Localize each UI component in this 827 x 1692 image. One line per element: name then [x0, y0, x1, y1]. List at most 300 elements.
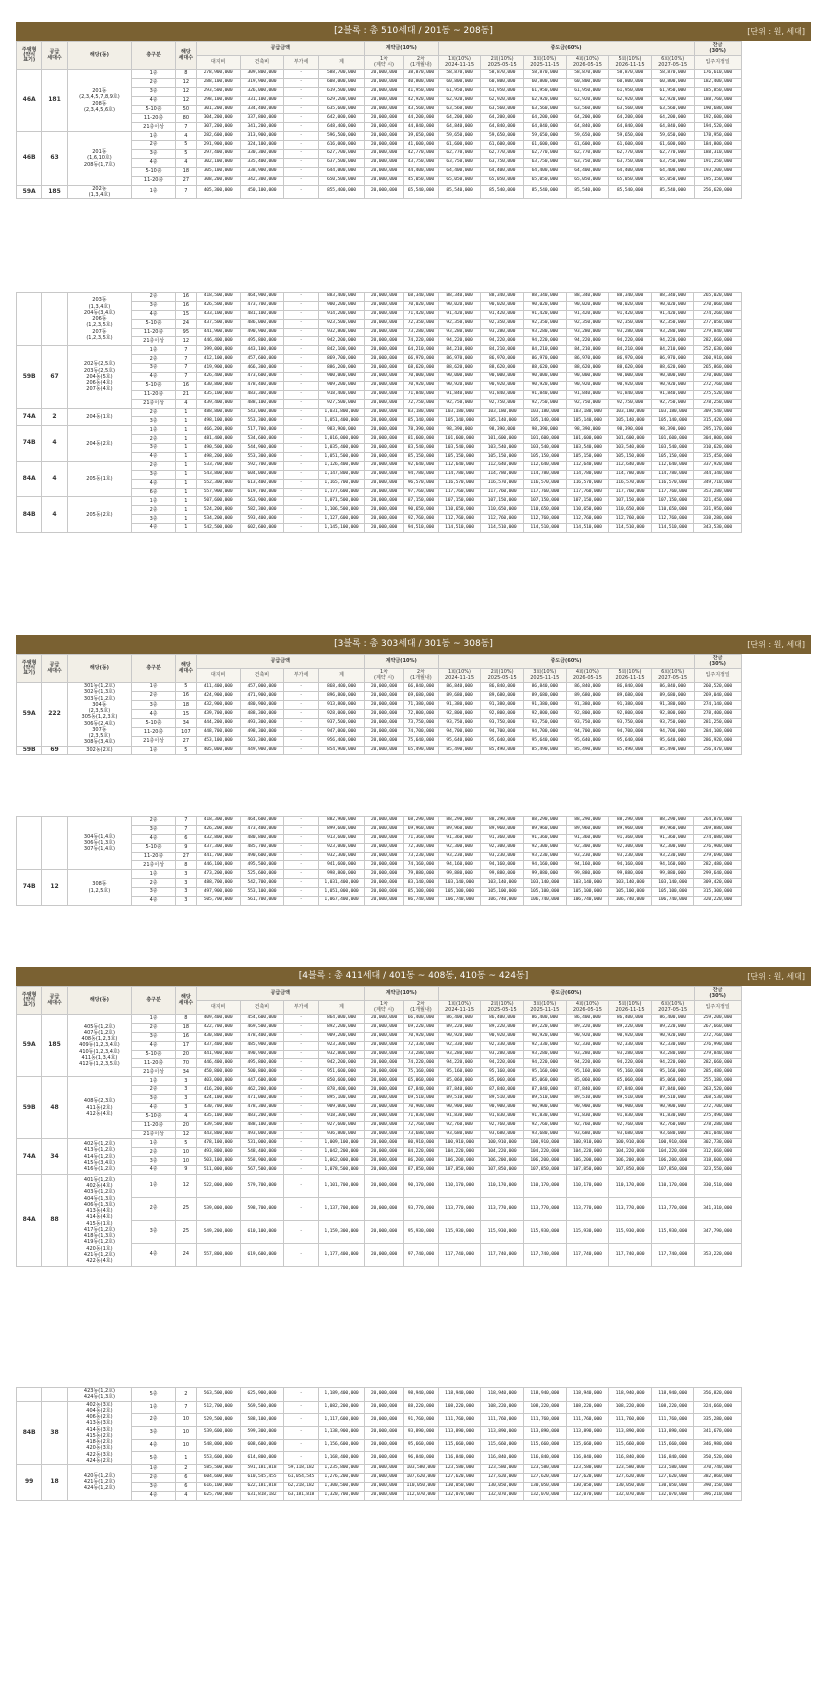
contract-2: 43,750,000	[404, 158, 439, 167]
unit-count: 10	[175, 1148, 196, 1157]
middle-6: 93,280,000	[651, 1050, 694, 1059]
table-row	[17, 123, 811, 132]
building-price: 592,700,000	[240, 461, 284, 470]
supply-count: 185	[42, 185, 67, 199]
contract-1: 20,000,000	[364, 78, 403, 87]
middle-5: 93,680,000	[609, 1130, 652, 1139]
middle-1: 94,700,000	[438, 728, 481, 737]
vat: -	[284, 158, 319, 167]
table-row	[17, 1068, 811, 1077]
contract-2: 94,780,000	[404, 470, 439, 479]
total-price: 937,500,000	[318, 719, 364, 728]
table-row	[17, 105, 811, 114]
contract-2: 71,830,000	[404, 1112, 439, 1121]
floor: 5-10층	[132, 319, 176, 328]
floor: 6층	[132, 488, 176, 497]
total-price: 627,700,000	[318, 150, 364, 159]
contract-1: 20,000,000	[364, 399, 403, 408]
land-price: 625,700,000	[196, 1491, 240, 1500]
unit-count: 1	[176, 417, 197, 426]
middle-6: 94,220,000	[651, 337, 694, 346]
land-price: 448,700,000	[196, 728, 240, 737]
middle-1: 64,400,000	[438, 167, 481, 176]
contract-1: 20,000,000	[364, 701, 403, 710]
vat: -	[284, 328, 319, 337]
dong-list: 308동 (1,2,5호)	[67, 870, 132, 906]
middle-4: 90,900,000	[566, 1103, 609, 1112]
header-middle-6: 6회(10%) 2027-05-15	[651, 669, 694, 683]
middle-5: 105,100,000	[609, 888, 652, 897]
vat: -	[284, 1050, 319, 1059]
building-price: 503,300,000	[240, 737, 284, 746]
middle-1: 89,680,000	[438, 692, 481, 701]
total-price: 1,082,200,000	[318, 1401, 364, 1414]
middle-5: 59,650,000	[609, 132, 652, 141]
balance: 272,760,000	[694, 381, 741, 390]
middle-4: 94,160,000	[566, 861, 609, 870]
middle-1: 93,280,000	[438, 1050, 481, 1059]
middle-1: 91,420,000	[438, 310, 481, 319]
contract-2: 83,140,000	[404, 879, 439, 888]
floor: 2층	[132, 817, 176, 826]
balance: 278,400,000	[694, 710, 741, 719]
contract-1: 20,000,000	[364, 1157, 403, 1166]
unit-count: 4	[175, 158, 196, 167]
middle-4: 90,020,000	[566, 301, 609, 310]
contract-1: 20,000,000	[364, 435, 403, 444]
header-middle-3: 3회(10%) 2025-11-15	[523, 669, 566, 683]
header-building: 건축비	[240, 1001, 284, 1015]
middle-5: 115,660,000	[609, 1439, 652, 1452]
middle-5: 93,230,000	[609, 852, 652, 861]
total-price: 923,300,000	[318, 1041, 364, 1050]
middle-5: 101,600,000	[609, 435, 652, 444]
contract-2: 72,300,000	[404, 843, 439, 852]
land-price: 308,200,000	[196, 176, 240, 185]
supply-count: 34	[42, 1139, 67, 1175]
contract-2: 74,220,000	[404, 1059, 439, 1068]
contract-2: 70,900,000	[404, 1103, 439, 1112]
vat: -	[284, 497, 319, 506]
contract-2: 65,540,000	[404, 185, 439, 199]
land-price: 507,600,000	[196, 497, 240, 506]
unit-count: 1	[176, 479, 197, 488]
contract-2: 41,950,000	[404, 87, 439, 96]
middle-3: 104,220,000	[523, 1148, 566, 1157]
table-row	[17, 1103, 811, 1112]
unit-count: 1	[176, 497, 197, 506]
contract-1: 20,000,000	[364, 1414, 403, 1427]
balance: 277,050,000	[694, 319, 741, 328]
middle-6: 88,340,000	[651, 293, 694, 302]
table-row	[17, 1086, 811, 1095]
middle-3: 105,100,000	[523, 888, 566, 897]
balance: 269,880,000	[694, 825, 741, 834]
land-price: 430,700,000	[196, 1103, 240, 1112]
building-price: 485,900,000	[240, 1041, 284, 1050]
floor: 2층	[132, 408, 176, 417]
contract-1: 20,000,000	[364, 1491, 403, 1500]
middle-4: 85,060,000	[566, 1077, 609, 1086]
contract-1: 20,000,000	[364, 879, 403, 888]
total-price: 1,127,600,000	[318, 515, 364, 524]
middle-6: 89,510,000	[651, 1095, 694, 1104]
contract-2: 97,760,000	[404, 488, 439, 497]
vat: -	[284, 1414, 319, 1427]
vat: 62,218,182	[284, 1482, 319, 1491]
balance: 347,790,000	[694, 1221, 741, 1244]
middle-5: 104,220,000	[609, 1148, 652, 1157]
contract-2: 110,050,000	[404, 1482, 439, 1491]
balance: 318,600,000	[694, 1157, 741, 1166]
contract-2: 72,750,000	[404, 399, 439, 408]
unit-count: 7	[176, 1401, 197, 1414]
balance: 185,850,000	[694, 87, 741, 96]
middle-3: 63,750,000	[523, 158, 566, 167]
middle-4: 123,580,000	[566, 1465, 609, 1474]
contract-2: 93,770,000	[404, 1198, 439, 1221]
middle-5: 95,160,000	[609, 1068, 652, 1077]
balance: 276,990,000	[694, 1041, 741, 1050]
middle-3: 93,280,000	[523, 328, 566, 337]
middle-4: 92,330,000	[566, 1041, 609, 1050]
middle-4: 88,290,000	[566, 817, 609, 826]
contract-2: 72,350,000	[404, 319, 439, 328]
land-price: 426,400,000	[196, 373, 240, 382]
balance: 309,420,000	[694, 879, 741, 888]
middle-5: 84,210,000	[609, 346, 652, 355]
total-price: 983,900,000	[318, 426, 364, 435]
contract-1: 20,000,000	[364, 1148, 403, 1157]
table-row	[17, 1032, 811, 1041]
floor: 1층	[132, 1175, 176, 1198]
middle-3: 95,640,000	[523, 737, 566, 746]
floor: 21층이상	[132, 399, 176, 408]
land-price: 293,500,000	[196, 87, 240, 96]
total-price: 1,300,500,000	[318, 1482, 364, 1491]
table-row	[17, 1244, 811, 1267]
middle-6: 104,220,000	[651, 1148, 694, 1157]
land-price: 443,800,000	[196, 1130, 240, 1139]
middle-4: 112,640,000	[566, 461, 609, 470]
middle-6: 90,920,000	[651, 1032, 694, 1041]
building-price: 602,600,000	[240, 524, 284, 533]
supply-count: 4	[42, 461, 67, 497]
floor: 4층	[132, 453, 176, 462]
supply-count: 222	[42, 683, 67, 747]
vat: -	[284, 1023, 319, 1032]
middle-2: 123,580,000	[481, 1465, 524, 1474]
unit-count: 34	[175, 1068, 196, 1077]
section-block	[16, 635, 811, 755]
building-price: 498,300,000	[240, 728, 284, 737]
land-price: 549,200,000	[196, 1221, 240, 1244]
unit-count: 12	[176, 337, 197, 346]
building-price: 447,600,000	[240, 1077, 284, 1086]
contract-2: 74,700,000	[404, 728, 439, 737]
middle-5: 58,870,000	[609, 70, 652, 79]
middle-1: 123,580,000	[438, 1465, 481, 1474]
floor: 2층	[132, 506, 176, 515]
table-row	[17, 381, 811, 390]
header-balance: 잔금 (30%)	[694, 987, 741, 1001]
unit-count: 5	[175, 150, 196, 159]
middle-3: 93,280,000	[523, 1050, 566, 1059]
middle-6: 105,150,000	[651, 453, 694, 462]
contract-1: 20,000,000	[364, 1015, 403, 1024]
contract-1: 20,000,000	[364, 158, 403, 167]
middle-3: 112,640,000	[523, 461, 566, 470]
total-price: 947,000,000	[318, 728, 364, 737]
middle-4: 130,050,000	[566, 1482, 609, 1491]
building-price: 553,300,000	[240, 417, 284, 426]
middle-4: 89,960,000	[566, 825, 609, 834]
table-row	[17, 1059, 811, 1068]
middle-4: 95,160,000	[566, 1068, 609, 1077]
supply-count: 18	[42, 1465, 67, 1501]
contract-1: 20,000,000	[364, 185, 403, 199]
contract-1: 20,000,000	[364, 1166, 403, 1175]
contract-2: 41,600,000	[404, 141, 439, 150]
floor: 11-20층	[132, 328, 176, 337]
middle-4: 98,390,000	[566, 426, 609, 435]
vat: -	[284, 337, 319, 346]
unit-count: 1	[176, 426, 197, 435]
middle-4: 89,220,000	[566, 1023, 609, 1032]
middle-5: 110,650,000	[609, 506, 652, 515]
vat: -	[284, 96, 319, 105]
contract-1: 20,000,000	[364, 834, 403, 843]
land-price: 432,800,000	[196, 834, 240, 843]
header-balance: 잔금 (30%)	[694, 42, 741, 56]
total-price: 596,500,000	[318, 132, 364, 141]
middle-5: 94,220,000	[609, 337, 652, 346]
middle-5: 116,570,000	[609, 479, 652, 488]
middle-6: 88,620,000	[651, 364, 694, 373]
price-table-continued	[16, 292, 811, 533]
floor: 4층	[132, 1041, 176, 1050]
balance: 285,480,000	[694, 1068, 741, 1077]
middle-6: 63,560,000	[651, 105, 694, 114]
middle-2: 105,150,000	[481, 453, 524, 462]
header-vat: 부가세	[284, 1001, 319, 1015]
floor: 1층	[132, 132, 176, 141]
table-row	[17, 524, 811, 533]
floor: 1층	[132, 1015, 176, 1024]
total-price: 869,700,000	[318, 355, 364, 364]
middle-3: 92,750,000	[523, 399, 566, 408]
floor: 21층이상	[132, 861, 176, 870]
building-price: 478,300,000	[240, 1103, 284, 1112]
floor: 21층이상	[132, 737, 176, 746]
total-price: 892,200,000	[318, 1023, 364, 1032]
section-title: [2블록 : 총 510세대 / 201동 ~ 208동] [단위 : 원, 세대]	[16, 22, 811, 41]
unit-type: 59A	[17, 185, 42, 199]
middle-1: 91,380,000	[438, 701, 481, 710]
middle-3: 107,850,000	[523, 1166, 566, 1175]
contract-1: 20,000,000	[364, 337, 403, 346]
supply-count: 69	[42, 746, 67, 755]
middle-4: 94,700,000	[566, 728, 609, 737]
vat: -	[284, 897, 319, 906]
middle-2: 114,510,000	[481, 524, 524, 533]
land-price: 446,400,000	[196, 337, 240, 346]
building-price: 553,100,000	[240, 888, 284, 897]
building-price: 457,000,000	[240, 683, 284, 692]
building-price: 324,100,000	[240, 141, 284, 150]
header-floor: 층구분	[132, 987, 176, 1015]
middle-1: 62,770,000	[438, 150, 481, 159]
total-price: 635,600,000	[318, 105, 364, 114]
vat: -	[284, 319, 319, 328]
middle-4: 88,340,000	[566, 293, 609, 302]
balance: 286,920,000	[694, 737, 741, 746]
header-middle: 중도금(60%)	[438, 987, 694, 1001]
unit-count: 3	[175, 1077, 196, 1086]
middle-2: 88,290,000	[481, 817, 524, 826]
middle-4: 91,420,000	[566, 310, 609, 319]
vat: -	[284, 310, 319, 319]
contract-2: 96,840,000	[404, 1452, 439, 1465]
header-middle-2: 2회(10%) 2025-05-15	[481, 56, 524, 70]
middle-6: 114,510,000	[651, 524, 694, 533]
floor: 4층	[132, 373, 176, 382]
middle-6: 91,830,000	[651, 1112, 694, 1121]
middle-6: 92,800,000	[651, 710, 694, 719]
supply-count: 12	[42, 870, 67, 906]
middle-6: 103,540,000	[651, 444, 694, 453]
middle-5: 92,800,000	[609, 710, 652, 719]
building-price: 622,181,818	[240, 1482, 284, 1491]
middle-5: 86,970,000	[609, 355, 652, 364]
header-move-in: 입주지정일	[694, 669, 741, 683]
total-price: 932,800,000	[318, 328, 364, 337]
total-price: 588,700,000	[318, 70, 364, 79]
unit-count: 7	[176, 355, 197, 364]
floor: 5-10층	[132, 719, 176, 728]
middle-1: 90,000,000	[438, 373, 481, 382]
land-price: 450,800,000	[196, 1068, 240, 1077]
total-price: 1,177,400,000	[318, 1244, 364, 1267]
total-price: 648,400,000	[318, 123, 364, 132]
header-middle-3: 3회(10%) 2025-11-15	[523, 56, 566, 70]
contract-2: 69,510,000	[404, 1095, 439, 1104]
balance: 331,950,000	[694, 506, 741, 515]
middle-2: 116,840,000	[481, 1452, 524, 1465]
unit-type: 46A	[17, 70, 42, 132]
unit-count: 3	[176, 888, 197, 897]
header-type: 주택형 (약식 표기)	[17, 987, 42, 1015]
building-price: 485,700,000	[240, 843, 284, 852]
vat: -	[284, 488, 319, 497]
building-price: 443,100,000	[240, 346, 284, 355]
contract-2: 86,740,000	[404, 897, 439, 906]
dong-list: 204동(2호)	[67, 426, 132, 462]
contract-1: 20,000,000	[364, 70, 403, 79]
table-row	[17, 1491, 811, 1500]
middle-5: 92,760,000	[609, 1121, 652, 1130]
balance: 279,840,000	[694, 328, 741, 337]
supply-count: 185	[42, 1015, 67, 1077]
middle-3: 60,800,000	[523, 78, 566, 87]
total-price: 895,100,000	[318, 1095, 364, 1104]
middle-6: 115,930,000	[651, 1221, 694, 1244]
contract-2: 71,420,000	[404, 310, 439, 319]
vat: -	[284, 683, 319, 692]
middle-2: 86,840,000	[481, 683, 524, 692]
middle-1: 85,490,000	[438, 746, 481, 755]
dong-list: 202동(2,5호) 203동(2,5호) 204동(5호) 206동(4호) 207동(4호)	[67, 346, 132, 408]
header-building: 건축비	[240, 56, 284, 70]
balance: 176,610,000	[694, 70, 741, 79]
land-price: 416,200,000	[196, 1086, 240, 1095]
floor: 1층	[132, 497, 176, 506]
middle-5: 91,830,000	[609, 1112, 652, 1121]
unit-count: 1	[176, 524, 197, 533]
total-price: 1,067,400,000	[318, 897, 364, 906]
building-price: 625,900,000	[240, 1388, 284, 1402]
building-price: 544,900,000	[240, 444, 284, 453]
middle-6: 85,060,000	[651, 1077, 694, 1086]
contract-1: 20,000,000	[364, 1221, 403, 1244]
contract-1: 20,000,000	[364, 1439, 403, 1452]
vat: 61,054,545	[284, 1473, 319, 1482]
middle-5: 94,700,000	[609, 728, 652, 737]
middle-1: 90,920,000	[438, 1032, 481, 1041]
header-middle-2: 2회(10%) 2025-05-15	[481, 1001, 524, 1015]
middle-4: 107,850,000	[566, 1166, 609, 1175]
unit-count: 8	[175, 70, 196, 79]
price-table-continued	[16, 1387, 811, 1501]
unit-count: 34	[175, 719, 196, 728]
middle-4: 110,650,000	[566, 506, 609, 515]
land-price: 490,500,000	[196, 444, 240, 453]
contract-2: 70,920,000	[404, 1032, 439, 1041]
middle-3: 92,300,000	[523, 843, 566, 852]
floor: 11-20층	[132, 728, 176, 737]
middle-5: 62,920,000	[609, 96, 652, 105]
table-row	[17, 737, 811, 746]
middle-3: 61,950,000	[523, 87, 566, 96]
contract-1: 20,000,000	[364, 1059, 403, 1068]
middle-3: 118,940,000	[523, 1388, 566, 1402]
contract-2: 95,660,000	[404, 1439, 439, 1452]
middle-4: 93,280,000	[566, 328, 609, 337]
land-price: 553,600,000	[196, 1452, 240, 1465]
floor: 5-10층	[132, 381, 176, 390]
vat: 63,181,818	[284, 1491, 319, 1500]
middle-3: 93,230,000	[523, 852, 566, 861]
table-row	[17, 728, 811, 737]
unit-count: 70	[175, 1059, 196, 1068]
balance: 263,520,000	[694, 1086, 741, 1095]
total-price: 1,051,500,000	[318, 453, 364, 462]
middle-5: 103,180,000	[609, 408, 652, 417]
middle-6: 64,840,000	[651, 123, 694, 132]
middle-6: 90,020,000	[651, 301, 694, 310]
floor: 11-20층	[132, 1121, 176, 1130]
floor: 3층	[132, 701, 176, 710]
contract-2: 103,580,000	[404, 1465, 439, 1474]
middle-6: 94,700,000	[651, 728, 694, 737]
contract-2: 72,760,000	[404, 1121, 439, 1130]
building-price: 493,300,000	[240, 719, 284, 728]
middle-2: 103,180,000	[481, 408, 524, 417]
floor: 21층이상	[132, 1130, 176, 1139]
middle-5: 106,740,000	[609, 897, 652, 906]
contract-2: 44,200,000	[404, 114, 439, 123]
unit-count: 2	[176, 1465, 197, 1474]
